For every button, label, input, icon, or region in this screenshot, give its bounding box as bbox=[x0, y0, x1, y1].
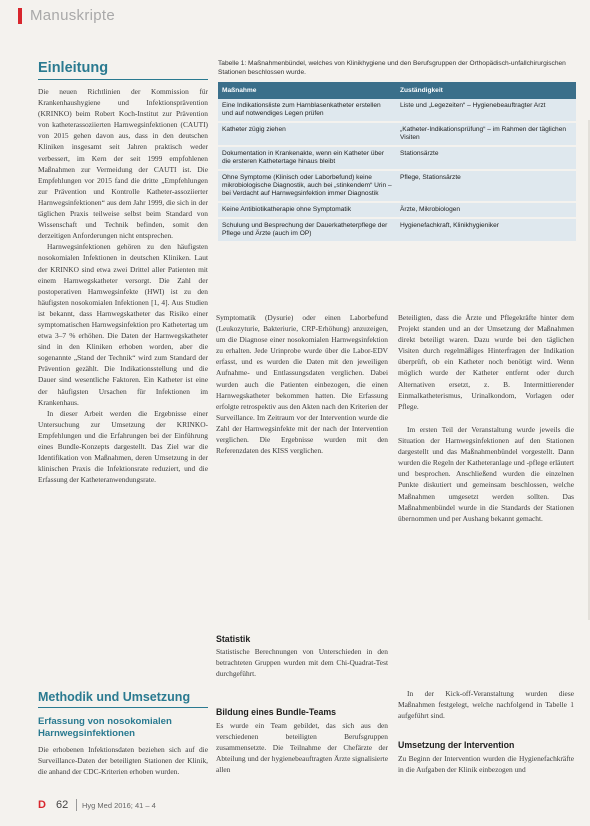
table-cell: Pflege, Stationsärzte bbox=[396, 170, 576, 202]
table-cell: Eine Indikationsliste zum Harnblasenkatheter erstellen und auf notwendiges Legen prüfen bbox=[218, 99, 396, 122]
table-row bbox=[218, 122, 576, 146]
table-cell: Hygienefachkraft, Klinikhygieniker bbox=[396, 218, 576, 242]
table-header-cell: Zuständigkeit bbox=[396, 82, 576, 99]
statistics-body: Statistische Berechnungen von Unterschieden in den betrachteten Gruppen wurden mit dem Chi-Quadrat-Test durchgeführt. bbox=[216, 647, 388, 679]
table-caption: Tabelle 1: Maßnahmenbündel, welches von Klinikhygiene und den Berufsgruppen der Orthopädisch-unfallchirurgischen Stationen beschlossen wurde. bbox=[218, 60, 566, 76]
table-cell: Liste und „Legezeiten“ – Hygienebeauftragter Arzt bbox=[396, 99, 576, 122]
intro-paragraph: Die neuen Richtlinien der Kommission für Krankenhaushygiene und Infektionsprävention (KRINKO) beim Robert Koch-Institut zur Prävention von katheterassoziierten Harnwegsinfektionen (CAUTI) von 2015 gehen davon aus, dass in den deutschen Kliniken insgesamt seit Jahren praktisch weder verbessert, im Kern der seit 1999 empfohlenen Maßnahmen zur Vermeidung der CAUTI ist. Die Empfehlungen vor 2015 fand die dritte „Empfehlungen zur Prävention und Kontrolle Katheter-assoziierter Harnwegsinfektionen“ aus dem Jahr 1999, die sich in der täglichen Praxis teilweise selbst beim Standard von Wissenschaft und Technik befinden, somit den derzeitigen Anforderungen nicht entsprechen. bbox=[38, 87, 208, 241]
middle-body: Symptomatik (Dysurie) oder einen Laborbefund (Leukozyturie, Bakteriurie, CRP-Erhöhung) anzuzeigen, um die Diagnose einer nosokomialen Harnwegsinfektion zu erhalten. Jede Urinprobe wurde über die Labor-EDV erfasst, und es wurden die Daten mit den jeweiligen Aufnahme- und Entlassungsdaten verglichen. Dabei wurden auch die Patienten einbezogen, die einen Harnwegskatheter bekommen hatten. Die Erfassung erfolgte retrospektiv aus den Akten nach den Kriterien der Surveillance. Im Zeitraum vor der Intervention wurde die Zahl der Harnwegsinfekte mit der nach der Intervention verglichen. Die Ergebnisse wurden mit den Referenzdaten des KISS verglichen. bbox=[216, 313, 388, 456]
intervention-heading: Umsetzung der Intervention bbox=[398, 740, 515, 750]
measures-table bbox=[218, 82, 576, 243]
bundle-team-heading: Bildung eines Bundle-Teams bbox=[216, 707, 337, 717]
table-row bbox=[218, 218, 576, 242]
right-body-2: Im ersten Teil der Veranstaltung wurde jeweils die Situation der Harnwegsinfektionen auf den Stationen dargestellt und das Maßnahmenbündel vorgestellt. Dann wurden die Regeln der Katheteranlage und -pflege erläutert und besprochen. Anschließend wurden die einzelnen Punkte diskutiert und gemeinsam beschlossen, welche Maßnahmen umgesetzt werden sollten. Das Maßnahmenbündel wurde in die Standards der Stationen übernommen und per Aushang bekannt gemacht. bbox=[398, 425, 574, 523]
methods-subheading: Erfassung von nosokomialen Harnwegsinfektionen bbox=[38, 716, 172, 739]
table-row bbox=[218, 99, 576, 122]
table-row bbox=[218, 202, 576, 218]
table-cell: Ohne Symptome (Klinisch oder Laborbefund) keine mikrobiologische Diagnostik, auch bei „stinkendem“ Urin – bei Verdacht auf Harnwegsinfektion immer Diagnostik bbox=[218, 170, 396, 202]
table-header-row bbox=[218, 82, 576, 99]
intervention-body: Zu Beginn der Intervention wurden die Hygienefachkräfte in die Aufgaben der Klinik einbezogen und bbox=[398, 754, 574, 775]
methods-body: Die erhobenen Infektionsdaten beziehen sich auf die Surveillance-Daten der beteiligten Stationen der Klinik, die anhand der CDC-Kriterien erhoben wurden. bbox=[38, 745, 208, 777]
table-row bbox=[218, 170, 576, 202]
table-cell: Ärzte, Mikrobiologen bbox=[396, 202, 576, 218]
table-cell: Dokumentation in Krankenakte, wenn ein Katheter über die ersteren Kathetertage hinaus bleibt bbox=[218, 146, 396, 170]
intro-paragraph: In dieser Arbeit werden die Ergebnisse einer Untersuchung zur Umsetzung der KRINKO-Empfehlungen und die Erfahrungen bei der Einführung eines Bundle-Konzepts dargestellt. Das Ziel war die Identifikation von Maßnahmen, deren Umsetzung in der klinischen Praxis die Infektionsrate reduziert, und die Erfassung der Katheteranwendungsrate. bbox=[38, 408, 208, 485]
intro-body bbox=[38, 86, 208, 676]
table-cell: Keine Antibiotikatherapie ohne Symptomatik bbox=[218, 202, 396, 218]
right-body-3: In der Kick-off-Veranstaltung wurden diese Maßnahmen festgelegt, welche nachfolgend in Tabelle 1 aufgeführt sind. bbox=[398, 689, 574, 721]
section-header: Manuskripte bbox=[30, 7, 116, 24]
table-cell: Schulung und Besprechung der Dauerkatheterpflege der Pflege und Ärzte (auch im OP) bbox=[218, 218, 396, 242]
methods-heading: Methodik und Umsetzung bbox=[38, 690, 191, 704]
intro-paragraph: Harnwegsinfektionen gehören zu den häufigsten nosokomialen Infektionen in deutschen Kliniken. Laut der KRINKO sind etwa zwei Drittel aller Patienten mit einem Harnwegskatheter versorgt. Die Zahl der postoperativen Harnwegsinfekte (HWI) ist zu den häufigsten nosokomialen Infektionen [1, 4]. Aus Studien ist bekannt, dass Harnwegskatheter das Risiko einer symptomatischen Harnwegsinfektion pro Kathetertag um etwa 3–7 % erhöhen. Die Daten der Harnwegskatheter sind in den Kliniken erhoben worden, aber die sogenannte „Stand der Technik“ wird zum Standard der Prävention gezählt. Die Indikationsstellung und die Dauer sind wesentliche Faktoren. Ein Katheter ist eine der häufigsten Ursachen für Infektionen im Krankenhaus. bbox=[38, 242, 208, 407]
footer-section-letter: D bbox=[38, 799, 46, 811]
methods-heading-rule bbox=[38, 707, 208, 708]
table-cell: „Katheter-Indikationsprüfung“ – im Rahmen der täglichen Visiten bbox=[396, 122, 576, 146]
statistics-heading: Statistik bbox=[216, 634, 251, 644]
bundle-team-body: Es wurde ein Team gebildet, das sich aus den verschiedenen beteiligten Berufsgruppen zusammensetzte. Die Teilnahme der Chefärzte der Abteilung und der hygienebeauftragten Ärzte signalisierte allen bbox=[216, 721, 388, 775]
header-accent-bar bbox=[18, 8, 22, 24]
right-body-1: Beteiligten, dass die Ärzte und Pflegekräfte hinter dem Projekt standen und an der Umsetzung der Maßnahmen direkt beteiligt waren. Dazu wurde bei den täglichen Visiten durch regelmäßiges Hinterfragen der Indikation überprüft, ob ein Katheter noch benötigt wird. Wenn möglich wurde der Katheter entfernt oder durch Alternativen ersetzt, z. B. Intermittierender Einmalkatheterismus, Urinalkondom, Vorlagen oder Pflege. bbox=[398, 313, 574, 411]
table-header-cell: Maßnahme bbox=[218, 82, 396, 99]
intro-heading: Einleitung bbox=[38, 60, 109, 76]
table-cell: Katheter zügig ziehen bbox=[218, 122, 396, 146]
table-cell: Stationsärzte bbox=[396, 146, 576, 170]
table-row bbox=[218, 146, 576, 170]
footer-divider bbox=[76, 799, 77, 811]
journal-reference: Hyg Med 2016; 41 – 4 bbox=[82, 801, 156, 810]
intro-heading-rule bbox=[38, 79, 208, 80]
page-number: 62 bbox=[56, 799, 69, 811]
